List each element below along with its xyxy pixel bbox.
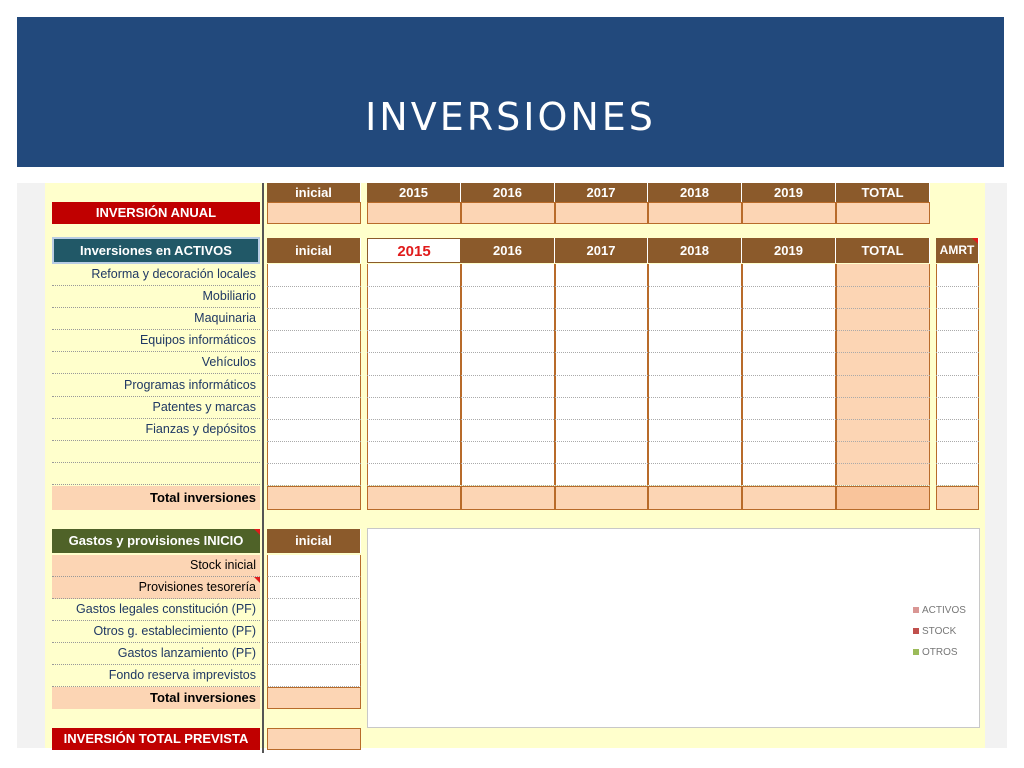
annual-column-header: 2018 — [648, 183, 742, 203]
row-separator — [936, 419, 979, 420]
gastos-row-label: Otros g. establecimiento (PF) — [52, 621, 260, 643]
activos-total-cell[interactable] — [648, 486, 742, 510]
legend-item — [913, 627, 956, 637]
row-separator — [267, 330, 361, 331]
activos-column-header: inicial — [267, 238, 361, 263]
activos-column-header: 2016 — [461, 238, 555, 263]
gastos-value-cell[interactable] — [267, 577, 361, 599]
annual-column-header: inicial — [267, 183, 361, 203]
annual-column-header: 2017 — [555, 183, 648, 203]
row-separator — [367, 441, 930, 442]
row-separator — [936, 375, 979, 376]
activos-row-label: Patentes y marcas — [52, 397, 260, 419]
legend-swatch — [913, 607, 919, 613]
gastos-row-label: Stock inicial — [52, 555, 260, 577]
row-separator — [367, 375, 930, 376]
legend-item — [913, 606, 966, 616]
activos-header-label[interactable]: Inversiones en ACTIVOS — [52, 237, 260, 264]
activos-total-cell[interactable] — [836, 486, 930, 510]
activos-total-cell[interactable] — [367, 486, 461, 510]
activos-row-label — [52, 463, 260, 485]
legend-label: ACTIVOS — [922, 605, 966, 616]
activos-row-label: Fianzas y depósitos — [52, 419, 260, 441]
gastos-value-cell[interactable] — [267, 665, 361, 687]
activos-row-label: Programas informáticos — [52, 375, 260, 397]
annual-value-cell[interactable] — [267, 202, 361, 224]
row-separator — [267, 463, 361, 464]
row-separator — [367, 397, 930, 398]
row-separator — [367, 352, 930, 353]
row-separator — [936, 463, 979, 464]
row-separator — [267, 286, 361, 287]
activos-column-header: 2019 — [742, 238, 836, 263]
annual-value-cell[interactable] — [367, 202, 461, 224]
activos-column-header[interactable]: 2015 — [367, 238, 461, 263]
gastos-column-header: inicial — [267, 529, 361, 553]
gastos-total-cell[interactable] — [267, 687, 361, 709]
row-separator — [267, 308, 361, 309]
frozen-pane-divider — [262, 183, 264, 753]
row-separator — [367, 419, 930, 420]
legend-label: STOCK — [922, 626, 957, 637]
sheet-margin-left — [17, 183, 45, 748]
annual-column-header: 2015 — [367, 183, 461, 203]
row-separator — [936, 397, 979, 398]
row-separator — [367, 463, 930, 464]
legend-swatch — [913, 628, 919, 634]
row-separator — [367, 308, 930, 309]
row-separator — [936, 330, 979, 331]
row-separator — [936, 286, 979, 287]
gastos-value-cell[interactable] — [267, 621, 361, 643]
row-separator — [267, 352, 361, 353]
annual-value-cell[interactable] — [461, 202, 555, 224]
activos-total-cell[interactable] — [555, 486, 648, 510]
activos-column-header: TOTAL — [836, 238, 930, 263]
legend-item — [913, 648, 958, 658]
gastos-row-label: Fondo reserva imprevistos — [52, 665, 260, 687]
legend-label: OTROS — [922, 647, 958, 658]
activos-total-label: Total inversiones — [52, 486, 260, 510]
total-prevista-label: INVERSIÓN TOTAL PREVISTA — [52, 728, 260, 750]
row-separator — [936, 441, 979, 442]
gastos-header-label: Gastos y provisiones INICIO — [52, 529, 260, 553]
investment-chart[interactable] — [367, 528, 980, 728]
legend-swatch — [913, 649, 919, 655]
activos-row-label: Maquinaria — [52, 308, 260, 330]
row-separator — [267, 441, 361, 442]
activos-row-label: Mobiliario — [52, 286, 260, 308]
annual-value-cell[interactable] — [742, 202, 836, 224]
row-separator — [367, 286, 930, 287]
activos-column-header: 2018 — [648, 238, 742, 263]
total-prevista-value[interactable] — [267, 728, 361, 750]
gastos-row-label: Gastos legales constitución (PF) — [52, 599, 260, 621]
row-separator — [267, 375, 361, 376]
title-banner — [17, 17, 1004, 167]
gastos-value-cell[interactable] — [267, 599, 361, 621]
annual-column-header: 2016 — [461, 183, 555, 203]
annual-value-cell[interactable] — [648, 202, 742, 224]
row-separator — [267, 397, 361, 398]
activos-row-label: Equipos informáticos — [52, 330, 260, 352]
activos-row-label: Reforma y decoración locales — [52, 264, 260, 286]
activos-column-header-amrt: AMRT — [936, 238, 979, 263]
annual-value-cell[interactable] — [555, 202, 648, 224]
gastos-value-cell[interactable] — [267, 643, 361, 665]
annual-column-header: TOTAL — [836, 183, 930, 203]
gastos-row-label: Gastos lanzamiento (PF) — [52, 643, 260, 665]
activos-row-label — [52, 441, 260, 463]
row-separator — [936, 352, 979, 353]
row-separator — [267, 419, 361, 420]
row-separator — [367, 330, 930, 331]
sheet-margin-right — [985, 183, 1007, 748]
annual-value-cell[interactable] — [836, 202, 930, 224]
activos-total-cell[interactable] — [461, 486, 555, 510]
gastos-total-label: Total inversiones — [52, 687, 260, 709]
activos-column-header: 2017 — [555, 238, 648, 263]
annual-row-label: INVERSIÓN ANUAL — [52, 202, 260, 224]
slide-title: INVERSIONES — [365, 95, 656, 139]
activos-row-label: Vehículos — [52, 352, 260, 374]
gastos-value-cell[interactable] — [267, 555, 361, 577]
gastos-row-label: Provisiones tesorería — [52, 577, 260, 599]
activos-total-cell-amrt[interactable] — [936, 486, 979, 510]
row-separator — [936, 308, 979, 309]
annual-column-header: 2019 — [742, 183, 836, 203]
activos-total-cell[interactable] — [267, 486, 361, 510]
activos-total-cell[interactable] — [742, 486, 836, 510]
